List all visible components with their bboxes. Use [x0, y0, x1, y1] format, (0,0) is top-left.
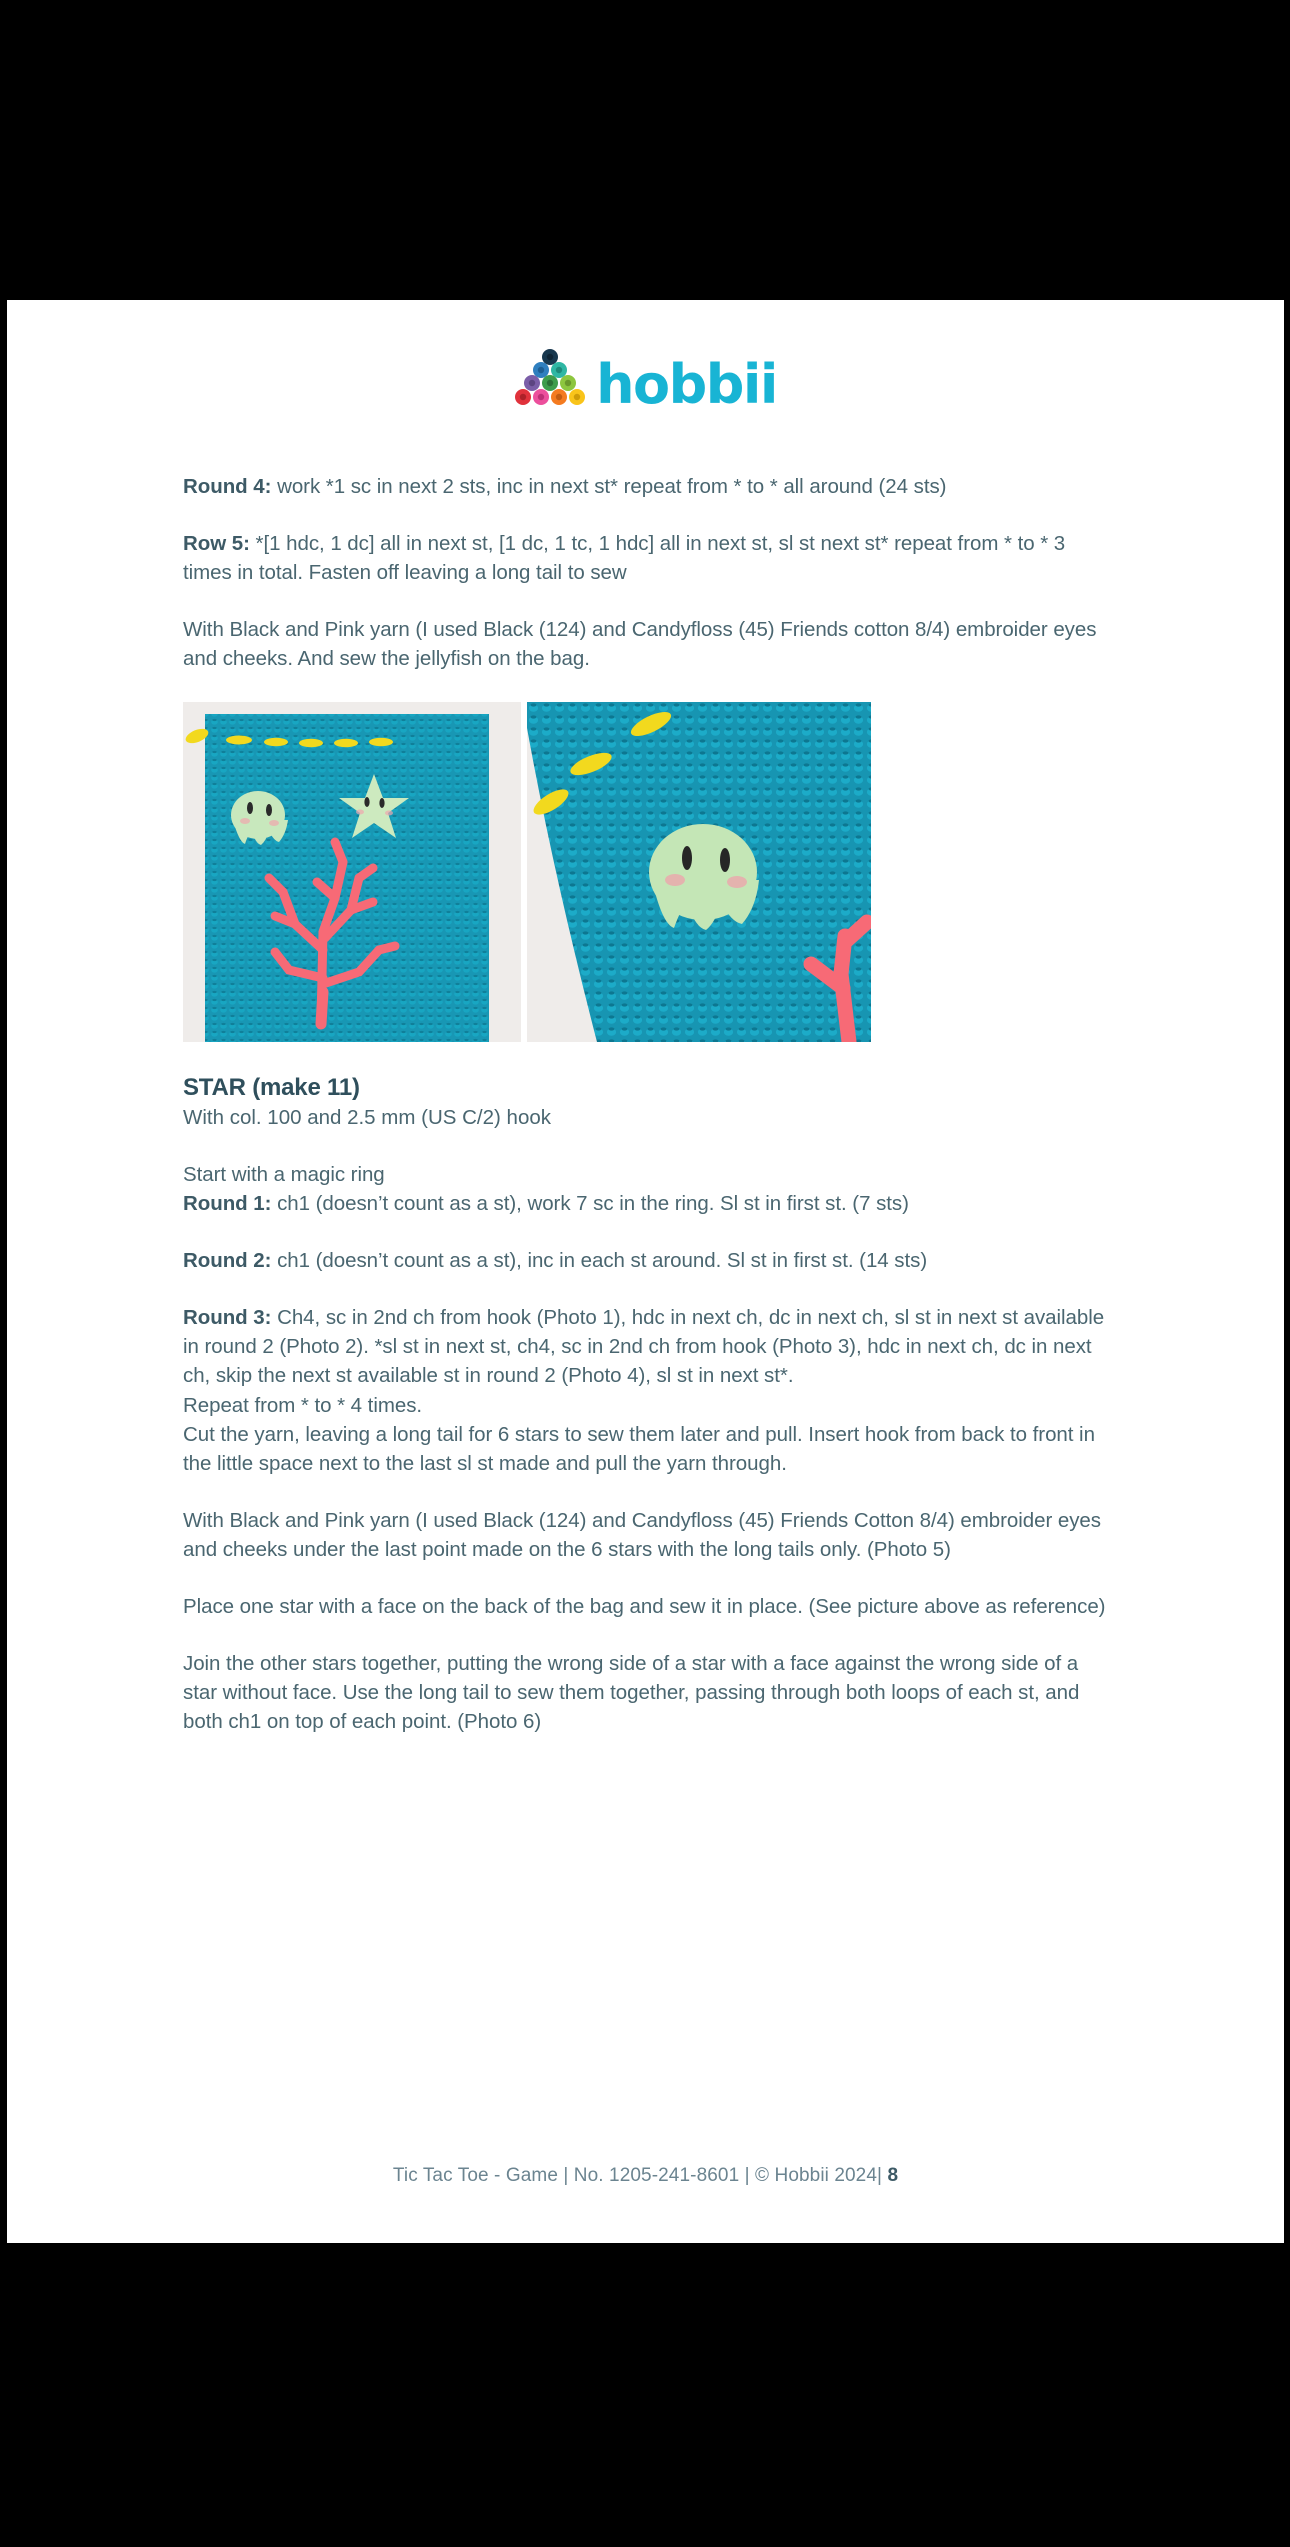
footer-copyright: © Hobbii 2024|: [755, 2165, 888, 2186]
pattern-body: [183, 472, 1113, 1764]
footer-separator-1: |: [558, 2165, 574, 2186]
row-5-instruction: [183, 529, 1113, 587]
brand-header: [7, 348, 1284, 416]
round-4-instruction: [183, 472, 1113, 501]
pdf-page: [7, 300, 1284, 2243]
embroider-jellyfish-instruction: With Black and Pink yarn (I used Black (124) and Candyfloss (45) Friends cotton 8/4) embroider eyes and cheeks. And sew the jellyfish on the bag.: [183, 618, 1097, 671]
footer-pattern-name: Tic Tac Toe - Game: [392, 2165, 558, 2186]
photo-jellyfish-closeup: [527, 702, 871, 1042]
hobbii-logo: [514, 348, 777, 416]
round-3-repeat-line: Repeat from * to * 4 times.: [183, 1393, 423, 1417]
place-star-instruction: Place one star with a face on the back of the bag and sew it in place. (See picture above as reference): [183, 1595, 1106, 1619]
round-3-label: Round 3:: [183, 1306, 272, 1330]
round-2-label: Round 2:: [183, 1249, 272, 1273]
star-section-subheading: With col. 100 and 2.5 mm (US C/2) hook: [183, 1105, 552, 1129]
footer-pattern-number: No. 1205-241-8601: [573, 2165, 740, 2186]
footer-page-number: 8: [887, 2165, 899, 2186]
row-5-text: *[1 hdc, 1 dc] all in next st, [1 dc, 1 tc, 1 hdc] all in next st, sl st next st* repeat from * to * 3 times in total. Fasten off leaving a long tail to sew: [183, 532, 1066, 585]
round-3-finish-line: Cut the yarn, leaving a long tail for 6 stars to sew them later and pull. Insert hook from back to front in the little space next to the last sl st made and pull the yarn through.: [183, 1422, 1095, 1475]
embroider-stars-instruction: With Black and Pink yarn (I used Black (124) and Candyfloss (45) Friends Cotton 8/4) embroider eyes and cheeks under the last point made on the 6 stars with the long tails only. (Photo 5): [183, 1508, 1101, 1561]
round-3-instruction: [183, 1303, 1113, 1390]
photo-bag-front: [183, 702, 521, 1042]
round-1-label: Round 1:: [183, 1191, 272, 1215]
hobbii-wordmark: hobbii: [596, 352, 777, 416]
round-4-label: Round 4:: [183, 475, 272, 498]
round-4-text: work *1 sc in next 2 sts, inc in next st* repeat from * to * all around (24 sts): [271, 475, 947, 498]
page-footer: [7, 2165, 1284, 2187]
round-2-text: ch1 (doesn’t count as a st), inc in each st around. Sl st in first st. (14 sts): [271, 1249, 928, 1273]
yarn-pyramid-logo-icon: [514, 348, 586, 410]
star-section-heading: STAR (make 11): [183, 1073, 360, 1101]
join-stars-instruction: Join the other stars together, putting the wrong side of a star with a face against the wrong side of a star without face. Use the long tail to sew them together, passing through both loops of each st, and both ch1 on top of each point. (Photo 6): [183, 1652, 1080, 1734]
magic-ring-instruction: Start with a magic ring: [183, 1162, 385, 1186]
round-3-text: Ch4, sc in 2nd ch from hook (Photo 1), hdc in next ch, dc in next ch, sl st in next st available in round 2 (Photo 2). *sl st in next st, ch4, sc in 2nd ch from hook (Photo 3), hdc in next ch, dc in next ch, skip the next st available st in round 2 (Photo 4), sl st in next st*.: [183, 1306, 1105, 1388]
round-1-text: ch1 (doesn’t count as a st), work 7 sc in the ring. Sl st in first st. (7 sts): [271, 1191, 909, 1215]
round-1-instruction: [183, 1189, 1113, 1218]
photo-row: [183, 702, 871, 1042]
footer-separator-2: |: [739, 2165, 756, 2186]
round-2-instruction: [183, 1246, 1113, 1275]
row-5-label: Row 5:: [183, 532, 250, 556]
